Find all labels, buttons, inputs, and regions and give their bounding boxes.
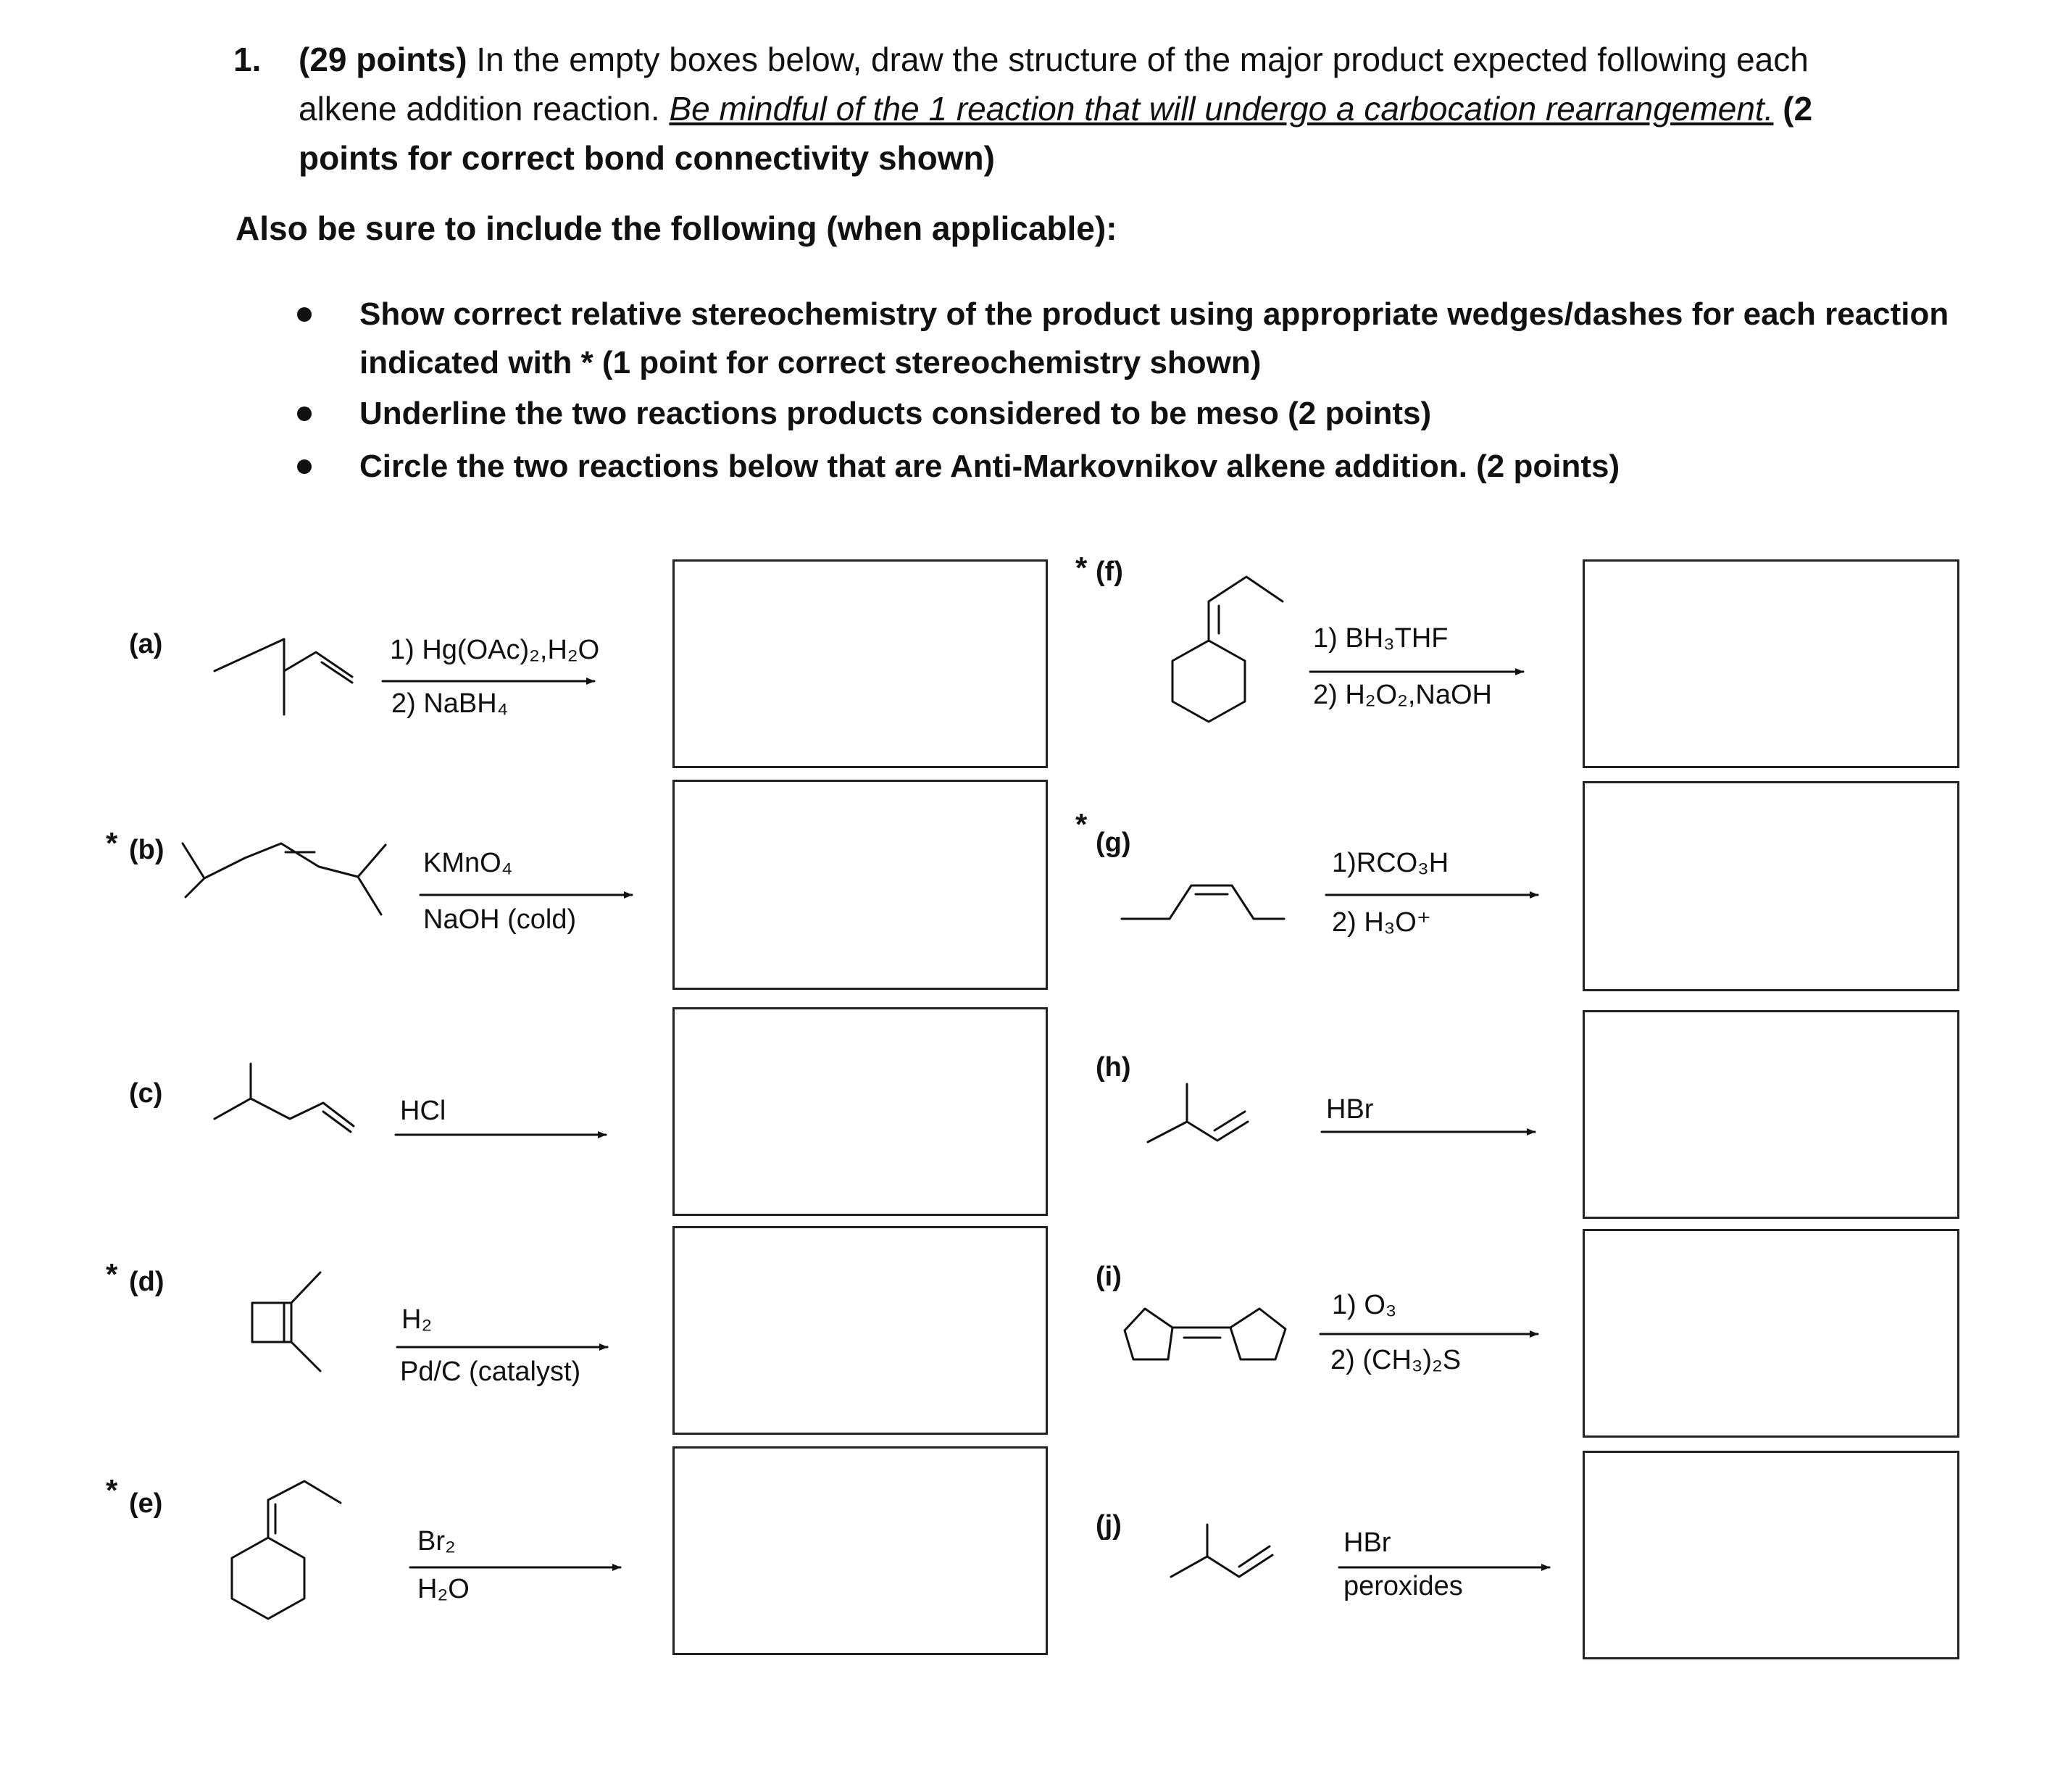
reagent-d-2: Pd/C (catalyst) [400,1356,581,1387]
reagent-j-1: HBr [1343,1528,1391,1558]
label-i: (i) [1096,1262,1122,1292]
structure-h [1148,1084,1187,1142]
question-number: 1. [233,41,262,78]
reagent-e-2: H₂O [417,1574,470,1604]
reagent-f-2: 2) H₂O₂,NaOH [1313,680,1492,710]
reagent-h-1: HBr [1326,1094,1374,1125]
label-b: (b) [129,835,164,865]
structure-a [214,639,284,714]
structure-g [1122,885,1284,919]
question-prompt: In the empty boxes below, draw the structure of the major product expected following each alkene addition reaction. [299,41,1809,128]
reagent-a-2: 2) NaBH₄ [391,688,509,719]
star-g: * [1075,807,1088,841]
reagent-d-1: H₂ [401,1304,433,1335]
label-h: (h) [1096,1052,1131,1083]
reagent-j-2: peroxides [1343,1571,1463,1601]
structure-e [232,1538,304,1619]
star-d: * [106,1257,118,1291]
star-e: * [106,1473,118,1507]
reagent-f-1: 1) BH₃THF [1313,623,1449,654]
reagent-c-1: HCl [400,1096,446,1126]
star-b: * [106,826,118,860]
reagent-a-1: 1) Hg(OAc)₂,H₂O [390,635,600,665]
reagent-g-2: 2) H₃O⁺ [1332,907,1431,938]
label-g: (g) [1096,828,1131,858]
reagent-b-1: KMnO₄ [423,848,513,878]
reagent-i-1: 1) O₃ [1332,1290,1397,1320]
rearrangement-warning: Be mindful of the 1 reaction that will undergo a carbocation rearrangement. [669,90,1774,128]
question-points: (29 points) [299,41,467,78]
reagent-e-1: Br₂ [417,1526,456,1556]
label-j: (j) [1096,1510,1122,1541]
instructions-heading: Also be sure to include the following (when applicable): [236,209,1117,247]
reagent-b-2: NaOH (cold) [423,904,577,935]
label-a: (a) [129,629,163,659]
reagent-g-1: 1)RCO₃H [1332,848,1449,878]
star-f: * [1075,551,1088,585]
structure-f [1172,641,1245,722]
structure-c [214,1064,251,1119]
label-d: (d) [129,1267,164,1297]
structure-j [1171,1525,1207,1577]
structure-d [252,1303,291,1342]
structure-b [186,878,204,897]
label-e: (e) [129,1488,163,1519]
connectivity-note: (2 points for correct bond connectivity shown) [299,90,1813,177]
label-c: (c) [129,1078,163,1109]
label-f: (f) [1096,557,1123,587]
structure-i [1125,1309,1172,1359]
reagent-i-2: 2) (CH₃)₂S [1330,1345,1462,1375]
